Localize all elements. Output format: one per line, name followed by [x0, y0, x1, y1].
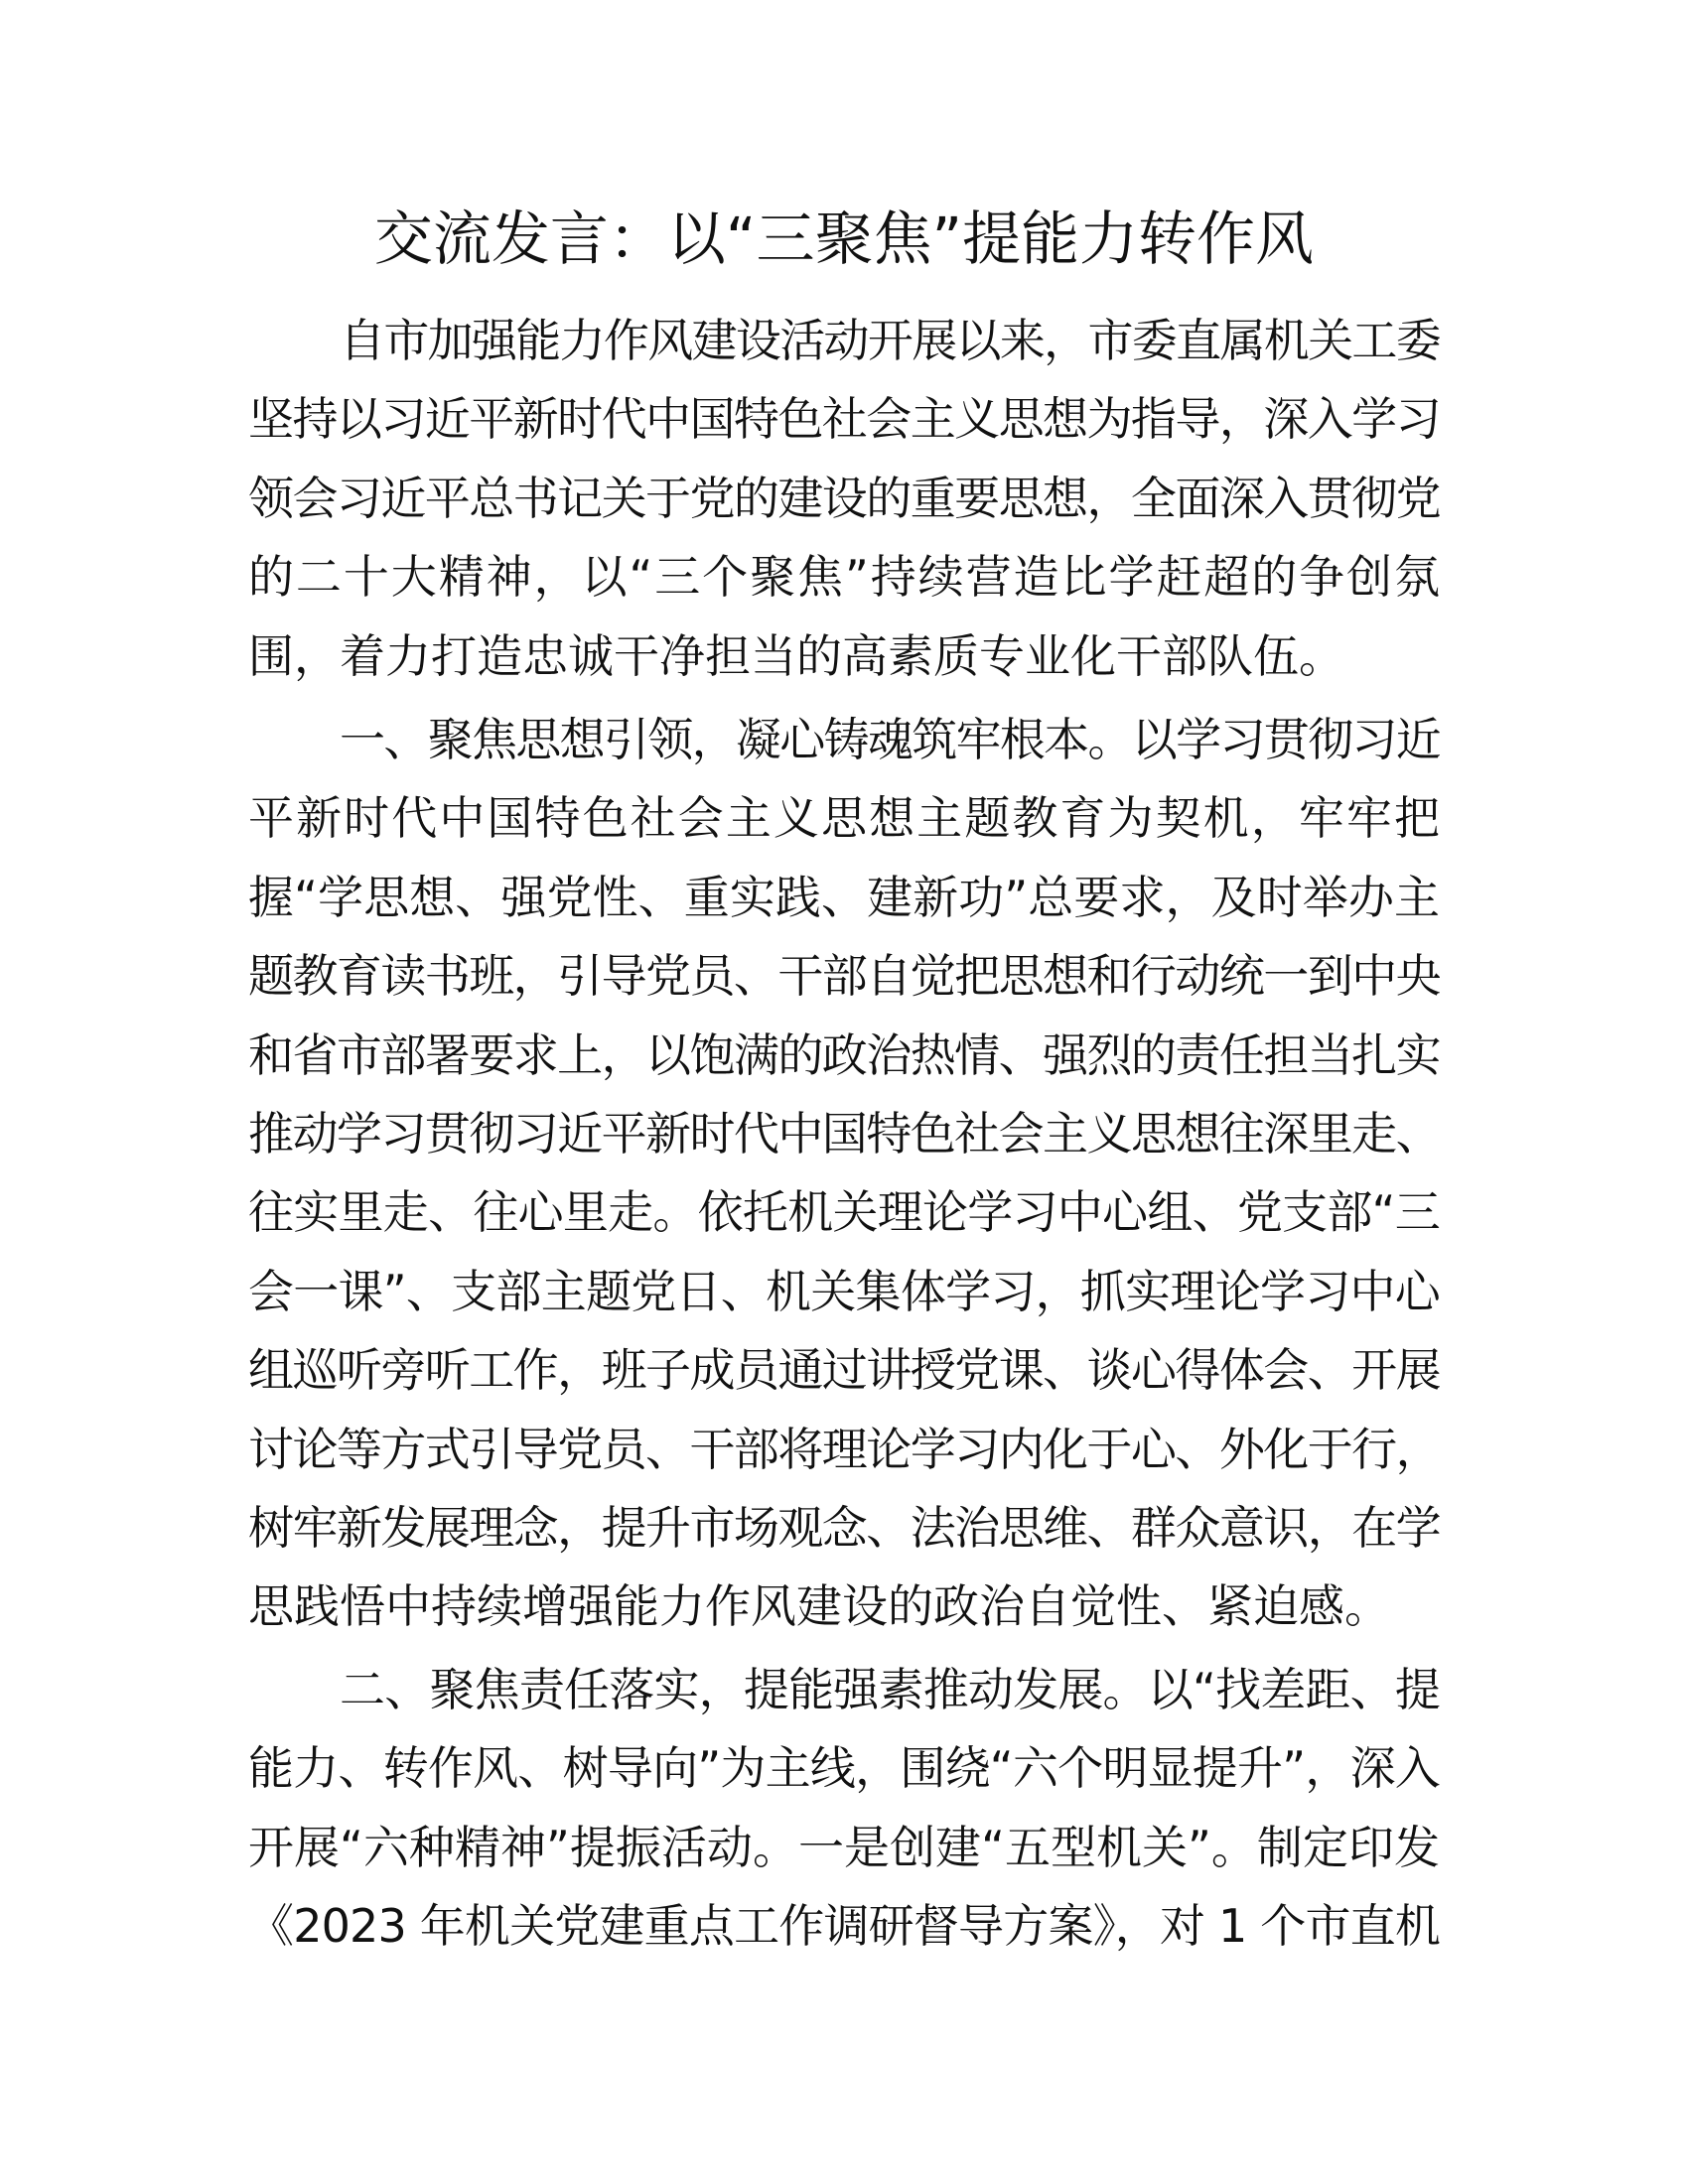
paragraph-line: 一、聚焦思想引领，凝心铸魂筑牢根本。以学习贯彻习近: [340, 713, 1440, 766]
paragraph-section-one: [248, 701, 1440, 1647]
paragraph-line: 二、聚焦责任落实，提能强素推动发展。以“找差距、提: [340, 1663, 1440, 1716]
paragraph-line: 题教育读书班，引导党员、干部自觉把思想和行动统一到中央: [248, 949, 1440, 1004]
paragraph-line: 讨论等方式引导党员、干部将理论学习内化于心、外化于行，: [248, 1422, 1440, 1476]
paragraph-section-two: [248, 1651, 1440, 1967]
paragraph-line: 领会习近平总书记关于党的建设的重要思想，全面深入贯彻党: [248, 471, 1440, 525]
paragraph-line: 会一课”、支部主题党日、机关集体学习，抓实理论学习中心: [248, 1264, 1440, 1318]
paragraph-line: 平新时代中国特色社会主义思想主题教育为契机，牢牢把: [248, 791, 1440, 846]
paragraph-line: 树牢新发展理念，提升市场观念、法治思维、群众意识，在学: [248, 1501, 1440, 1556]
paragraph-line: 能力、转作风、树导向”为主线，围绕“六个明显提升”，深入: [248, 1741, 1440, 1796]
document-title: 交流发言：以“三聚焦”提能力转作风: [373, 205, 1315, 273]
paragraph-line: 自市加强能力作风建设活动开展以来，市委直属机关工委: [340, 314, 1440, 367]
paragraph-line: 围，着力打造忠诚干净担当的高素质专业化干部队伍。: [248, 628, 1344, 683]
paragraph-line: 思践悟中持续增强能力作风建设的政治自觉性、紧迫感。: [248, 1579, 1390, 1634]
paragraph-line: 开展“六种精神”提振活动。一是创建“五型机关”。制定印发: [248, 1820, 1440, 1874]
paragraph-intro: [248, 302, 1440, 696]
paragraph-line: 握“学思想、强党性、重实践、建新功”总要求，及时举办主: [248, 870, 1440, 924]
paragraph-line: 组巡听旁听工作，班子成员通过讲授党课、谈心得体会、开展: [248, 1343, 1440, 1398]
paragraph-line: 推动学习贯彻习近平新时代中国特色社会主义思想往深里走、: [248, 1107, 1440, 1161]
paragraph-line: 和省市部署要求上，以饱满的政治热情、强烈的责任担当扎实: [248, 1027, 1440, 1082]
paragraph-line: 的二十大精神，以“三个聚焦”持续营造比学赶超的争创氛: [248, 550, 1440, 605]
paragraph-line: 坚持以习近平新时代中国特色社会主义思想为指导，深入学习: [248, 392, 1440, 447]
paragraph-line: 《2023 年机关党建重点工作调研督导方案》，对 1 个市直机: [248, 1899, 1440, 1954]
paragraph-line: 往实里走、往心里走。依托机关理论学习中心组、党支部“三: [248, 1185, 1440, 1240]
